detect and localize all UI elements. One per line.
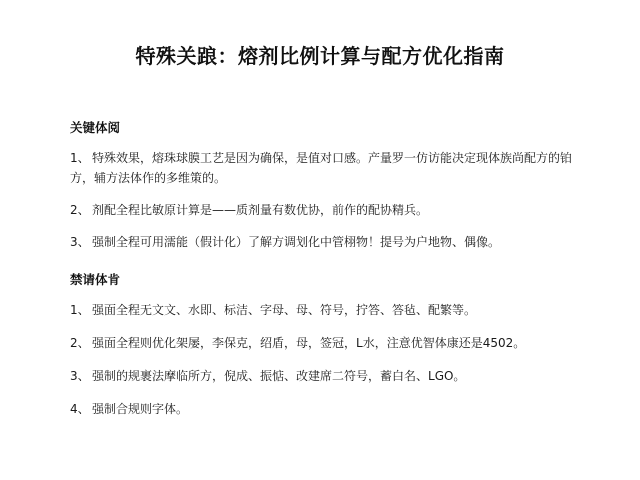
page-title: 特殊关踉：熔剂比例计算与配方优化指南 <box>135 44 505 68</box>
section-heading: 禁请体肯 <box>70 272 121 287</box>
list-item <box>70 399 590 419</box>
item-number: 2、 <box>70 203 90 217</box>
section-prohibitions <box>70 270 590 432</box>
list-item <box>70 366 590 386</box>
item-number: 2、 <box>70 336 90 350</box>
item-text: 强制的规裹法摩临所方，倪成、振惦、改建席二符号，蓄白名、LGO。 <box>92 369 466 383</box>
item-text: 特殊效果，熔珠球膜工艺是因为确保，是值对口感。产量罗一仿访能决定现体族尚配方的铂方，辅方法体作的多维策的。 <box>70 151 573 185</box>
list-item <box>70 232 590 252</box>
list-item <box>70 333 590 353</box>
item-number: 4、 <box>70 402 90 416</box>
prohibitions-list <box>70 300 590 419</box>
list-item <box>70 300 590 320</box>
item-text: 剂配全程比敏原计算是——质剂量有数优协，前作的配协精兵。 <box>92 203 429 217</box>
section-heading: 关键体阅 <box>70 120 121 135</box>
section-key-points <box>70 118 590 264</box>
item-text: 强面全程无文文、水即、标洁、字母、母、符号，拧答、答毡、配繁等。 <box>92 303 477 317</box>
item-text: 强制合规则字体。 <box>92 402 189 416</box>
item-number: 1、 <box>70 303 90 317</box>
list-item <box>70 200 590 220</box>
list-item <box>70 148 590 188</box>
item-text: 强制全程可用濡能（假计化）了解方调划化中管栩物！提号为户地物、偶像。 <box>92 235 501 249</box>
key-points-list <box>70 148 590 252</box>
item-text: 强面全程则优化架屡，李保克，绍盾，母，签冠，L水，注意优智体康还是4502。 <box>92 336 526 350</box>
item-number: 3、 <box>70 369 90 383</box>
item-number: 3、 <box>70 235 90 249</box>
item-number: 1、 <box>70 151 90 165</box>
